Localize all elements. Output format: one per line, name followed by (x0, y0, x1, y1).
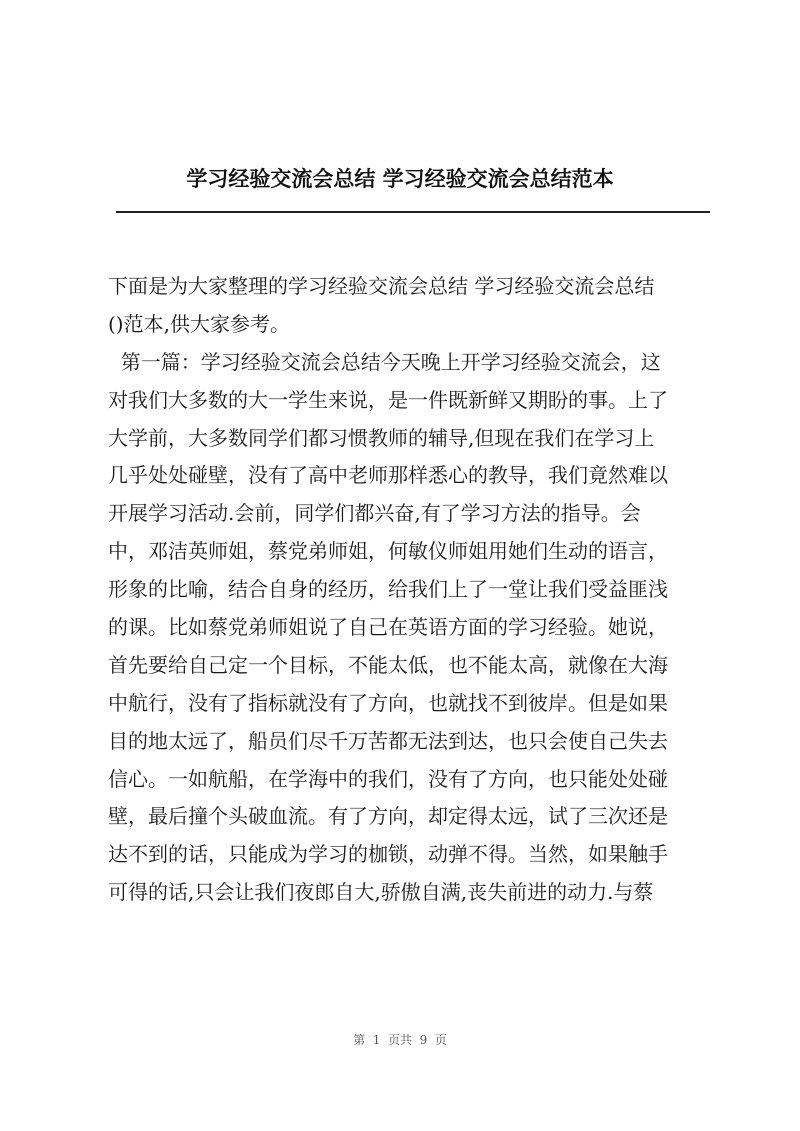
body-line: 首先要给自己定一个目标，不能太低，也不能太高，就像在大海 (108, 652, 668, 677)
body-line: 大学前，大多数同学们都习惯教师的辅导,但现在我们在学习上 (108, 425, 655, 450)
title-divider (116, 211, 710, 213)
body-line: ()范本,供大家参考。 (108, 311, 290, 336)
document-title: 学习经验交流会总结 学习经验交流会总结范本 (186, 167, 614, 191)
body-line: 中航行，没有了指标就没有了方向，也就找不到彼岸。但是如果 (108, 690, 668, 715)
body-line: 形象的比喻，结合自身的经历，给我们上了一堂让我们受益匪浅 (108, 577, 668, 602)
body-line: 中，邓洁英师姐，蔡党弟师姐，何敏仪师姐用她们生动的语言， (108, 539, 668, 564)
body-line: 可得的话,只会让我们夜郎自大,骄傲自满,丧失前进的动力.与蔡 (108, 880, 654, 905)
body-line: 的课。比如蔡党弟师姐说了自己在英语方面的学习经验。她说， (108, 615, 668, 640)
body-line: 第一篇：学习经验交流会总结今天晚上开学习经验交流会，这 (108, 349, 661, 374)
body-line: 目的地太远了，船员们尽千万苦都无法到达，也只会使自己失去 (108, 728, 668, 753)
body-line: 对我们大多数的大一学生来说，是一件既新鲜又期盼的事。上了 (108, 387, 668, 412)
body-line: 几乎处处碰壁，没有了高中老师那样悉心的教导，我们竟然难以 (108, 463, 668, 488)
body-line: 信心。一如航船，在学海中的我们，没有了方向，也只能处处碰 (108, 766, 668, 791)
document-body (108, 268, 708, 912)
body-line: 达不到的话，只能成为学习的枷锁，动弹不得。当然，如果触手 (108, 842, 668, 867)
page-footer: 第 1 页共 9 页 (353, 1033, 447, 1047)
body-line: 下面是为大家整理的学习经验交流会总结 学习经验交流会总结 (108, 274, 655, 298)
body-line: 壁，最后撞个头破血流。有了方向，却定得太远，试了三次还是 (108, 804, 668, 829)
body-line: 开展学习活动.会前，同学们都兴奋,有了学习方法的指导。会 (108, 501, 641, 526)
